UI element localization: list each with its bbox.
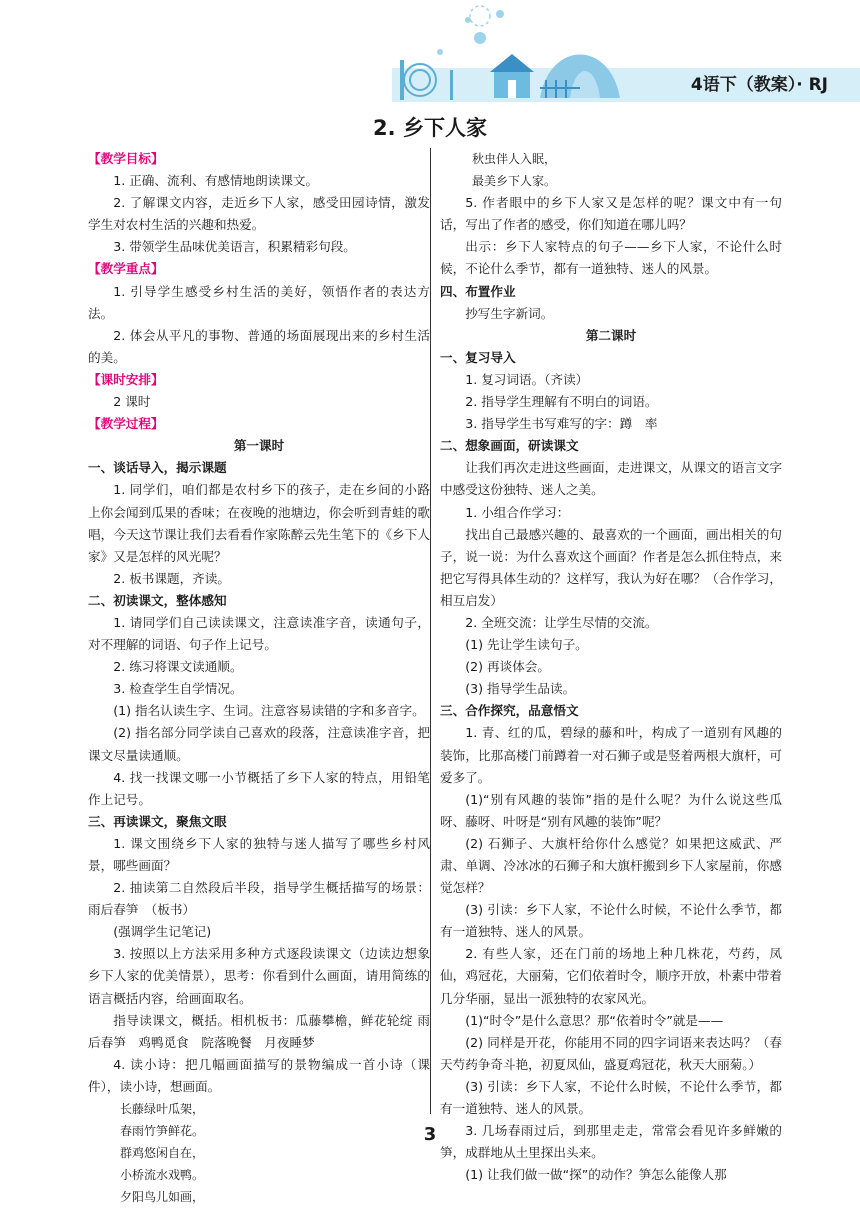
paragraph: (1)“别有风趣的装饰”指的是什么呢？为什么说这些瓜呀、藤呀、叶呀是“别有风趣的装饰”呢？ [440, 791, 782, 829]
poem-line: 夕阳鸟儿如画， [120, 1190, 205, 1205]
poem-line: 最美乡下人家。 [472, 174, 557, 189]
section-heading: 二、初读课文，整体感知 [88, 592, 227, 608]
paragraph: (1)“时令”是什么意思？那“依着时令”就是—— [465, 1012, 724, 1028]
section-heading: 四、布置作业 [440, 283, 516, 299]
paragraph: 1. 请同学们自己读读课文，注意读准字音，读通句子，对不理解的词语、句子作上记号。 [88, 614, 430, 653]
paragraph: 1. 复习词语。（齐读） [465, 371, 589, 387]
paragraph: 2. 抽读第二自然段后半段，指导学生概括描写的场景：雨后春笋 （板书） [88, 880, 430, 918]
section-heading: 一、谈话导入，揭示课题 [88, 460, 227, 476]
poem-line: 小桥流水戏鸭。 [120, 1168, 205, 1183]
poem-line: 长藤绿叶瓜架， [120, 1102, 205, 1117]
paragraph: 2. 体会从平凡的事物、普通的场面展现出来的乡村生活的美。 [88, 327, 430, 365]
paragraph: 2 课时 [113, 394, 151, 410]
lesson-period-heading: 第二课时 [585, 327, 637, 343]
section-heading: 一、复习导入 [440, 349, 516, 365]
section-tag: 【教学目标】 [88, 151, 164, 166]
paragraph: 抄写生字新词。 [465, 305, 554, 321]
left-column [88, 148, 430, 1209]
paragraph: 出示：乡下人家特点的句子——乡下人家，不论什么时候，不论什么季节，都有一道独特、迷人的风景。 [440, 239, 782, 277]
series-label: 4语下（教案）· RJ [690, 75, 828, 95]
poem-line: 秋虫伴人入眠， [472, 152, 557, 166]
lesson-title: 2. 乡下人家 [373, 116, 487, 140]
paragraph: 2. 练习将课文读通顺。 [113, 659, 243, 675]
paragraph: 让我们再次走进这些画面，走进课文，从课文的语言文字中感受这份独特、迷人之美。 [440, 460, 782, 498]
paragraph: 3. 按照以上方法采用多种方式逐段读课文（边读边想象乡下人家的优美情景），思考：你看到什么画面，请用简练的语言概括内容，给画面取名。 [88, 946, 430, 1006]
paragraph: (1) 指名认读生字、生词。注意容易读错的字和多音字。 [113, 703, 425, 719]
paragraph: (3) 引读：乡下人家，不论什么时候，不论什么季节，都有一道独特、迷人的风景。 [440, 902, 782, 940]
paragraph: (3) 指导学生品读。 [465, 681, 576, 697]
paragraph: 2. 指导学生理解有不明白的词语。 [465, 394, 658, 410]
paragraph: 1. 正确、流利、有感情地朗读课文。 [113, 173, 319, 189]
paragraph: 1. 同学们，咱们都是农村乡下的孩子，走在乡间的小路上你会闻到瓜果的香味；在夜晚的池塘边，你会听到青蛙的歌唱，今天这节课让我们去看看作家陈醉云先生笔下的《乡下人家》又是怎样的风光呢？ [88, 482, 430, 564]
paragraph: (强调学生记笔记) [113, 924, 212, 940]
paragraph: 3. 检查学生自学情况。 [113, 681, 243, 697]
paragraph: 2. 了解课文内容，走近乡下人家，感受田园诗情，激发学生对农村生活的兴趣和热爱。 [88, 195, 430, 233]
paragraph: 1. 课文围绕乡下人家的独特与迷人描写了哪些乡村风景，哪些画面？ [88, 835, 430, 873]
paragraph: (1) 先让学生读句子。 [465, 637, 588, 653]
right-column [440, 148, 782, 1186]
paragraph: 4. 读小诗：把几幅画面描写的景物编成一首小诗（课件），读小诗，想画面。 [88, 1056, 430, 1094]
paragraph: 找出自己最感兴趣的、最喜欢的一个画面，画出相关的句子，说一说：为什么喜欢这个画面？作者是怎么抓住特点，来把它写得具体生动的？这样写，我认为好在哪？（合作学习，相互启发） [440, 526, 782, 608]
paragraph: 1. 小组合作学习： [465, 504, 570, 520]
paragraph: 4. 找一找课文哪一小节概括了乡下人家的特点，用铅笔作上记号。 [88, 769, 430, 807]
paragraph: 5. 作者眼中的乡下人家又是怎样的呢？课文中有一句话，写出了作者的感受，你们知道在哪儿吗？ [440, 195, 782, 233]
section-heading: 三、再读课文，聚焦文眼 [88, 813, 227, 829]
paragraph: 3. 几场春雨过后，到那里走走，常常会看见许多鲜嫩的笋，成群地从土里探出头来。 [440, 1123, 782, 1161]
paragraph: 2. 全班交流：让学生尽情的交流。 [465, 614, 658, 630]
column-divider [430, 148, 431, 1114]
section-heading: 二、想象画面，研读课文 [440, 438, 579, 454]
poem-line: 群鸡悠闲自在， [120, 1146, 205, 1161]
section-tag: 【教学重点】 [88, 261, 164, 277]
paragraph: (1) 让我们做一做“探”的动作？笋怎么能像人那 [465, 1167, 727, 1183]
paragraph: (3) 引读：乡下人家，不论什么时候，不论什么季节，都有一道独特、迷人的风景。 [440, 1078, 782, 1117]
page-number: 3 [423, 1124, 437, 1145]
paragraph: 3. 带领学生品味优美语言，积累精彩句段。 [113, 239, 356, 255]
paragraph: 1. 引导学生感受乡村生活的美好，领悟作者的表达方法。 [88, 283, 430, 321]
paragraph: 3. 指导学生书写难写的字：蹲 率 [465, 416, 658, 432]
paragraph: 2. 板书课题，齐读。 [113, 570, 230, 586]
paragraph: (2) 同样是开花，你能用不同的四字词语来表达吗？（春天芍药争奇斗艳，初夏凤仙，盛夏鸡冠花，秋天大丽菊。） [440, 1034, 782, 1072]
paragraph: 2. 有些人家，还在门前的场地上种几株花，芍药，凤仙，鸡冠花，大丽菊，它们依着时令，顺序开放，朴素中带着几分华丽，显出一派独特的农家风光。 [440, 946, 782, 1006]
paragraph: (2) 指名部分同学读自己喜欢的段落，注意读准字音，把课文尽量读通顺。 [88, 725, 430, 763]
section-tag: 【课时安排】 [88, 371, 164, 387]
paragraph: (2) 石狮子、大旗杆给你什么感觉？如果把这威武、严肃、单调、冷冰冰的石狮子和大旗杆搬到乡下人家屋前，你感觉怎样？ [440, 835, 782, 896]
village-illustration [380, 0, 860, 112]
paragraph: 1. 青、红的瓜，碧绿的藤和叶，构成了一道别有风趣的装饰，比那高楼门前蹲着一对石狮子或是竖着两根大旗杆，可爱多了。 [440, 725, 782, 785]
section-tag: 【教学过程】 [88, 416, 164, 432]
poem-line: 春雨竹笋鲜花。 [120, 1124, 205, 1139]
paragraph: 指导读课文，概括。相机板书：瓜藤攀檐，鲜花轮绽 雨后春笋 鸡鸭觅食 院落晚餐 月夜睡梦 [88, 1012, 430, 1050]
paragraph: (2) 再谈体会。 [465, 659, 550, 675]
section-heading: 三、合作探究，品意悟文 [440, 703, 579, 719]
lesson-period-heading: 第一课时 [233, 438, 285, 454]
